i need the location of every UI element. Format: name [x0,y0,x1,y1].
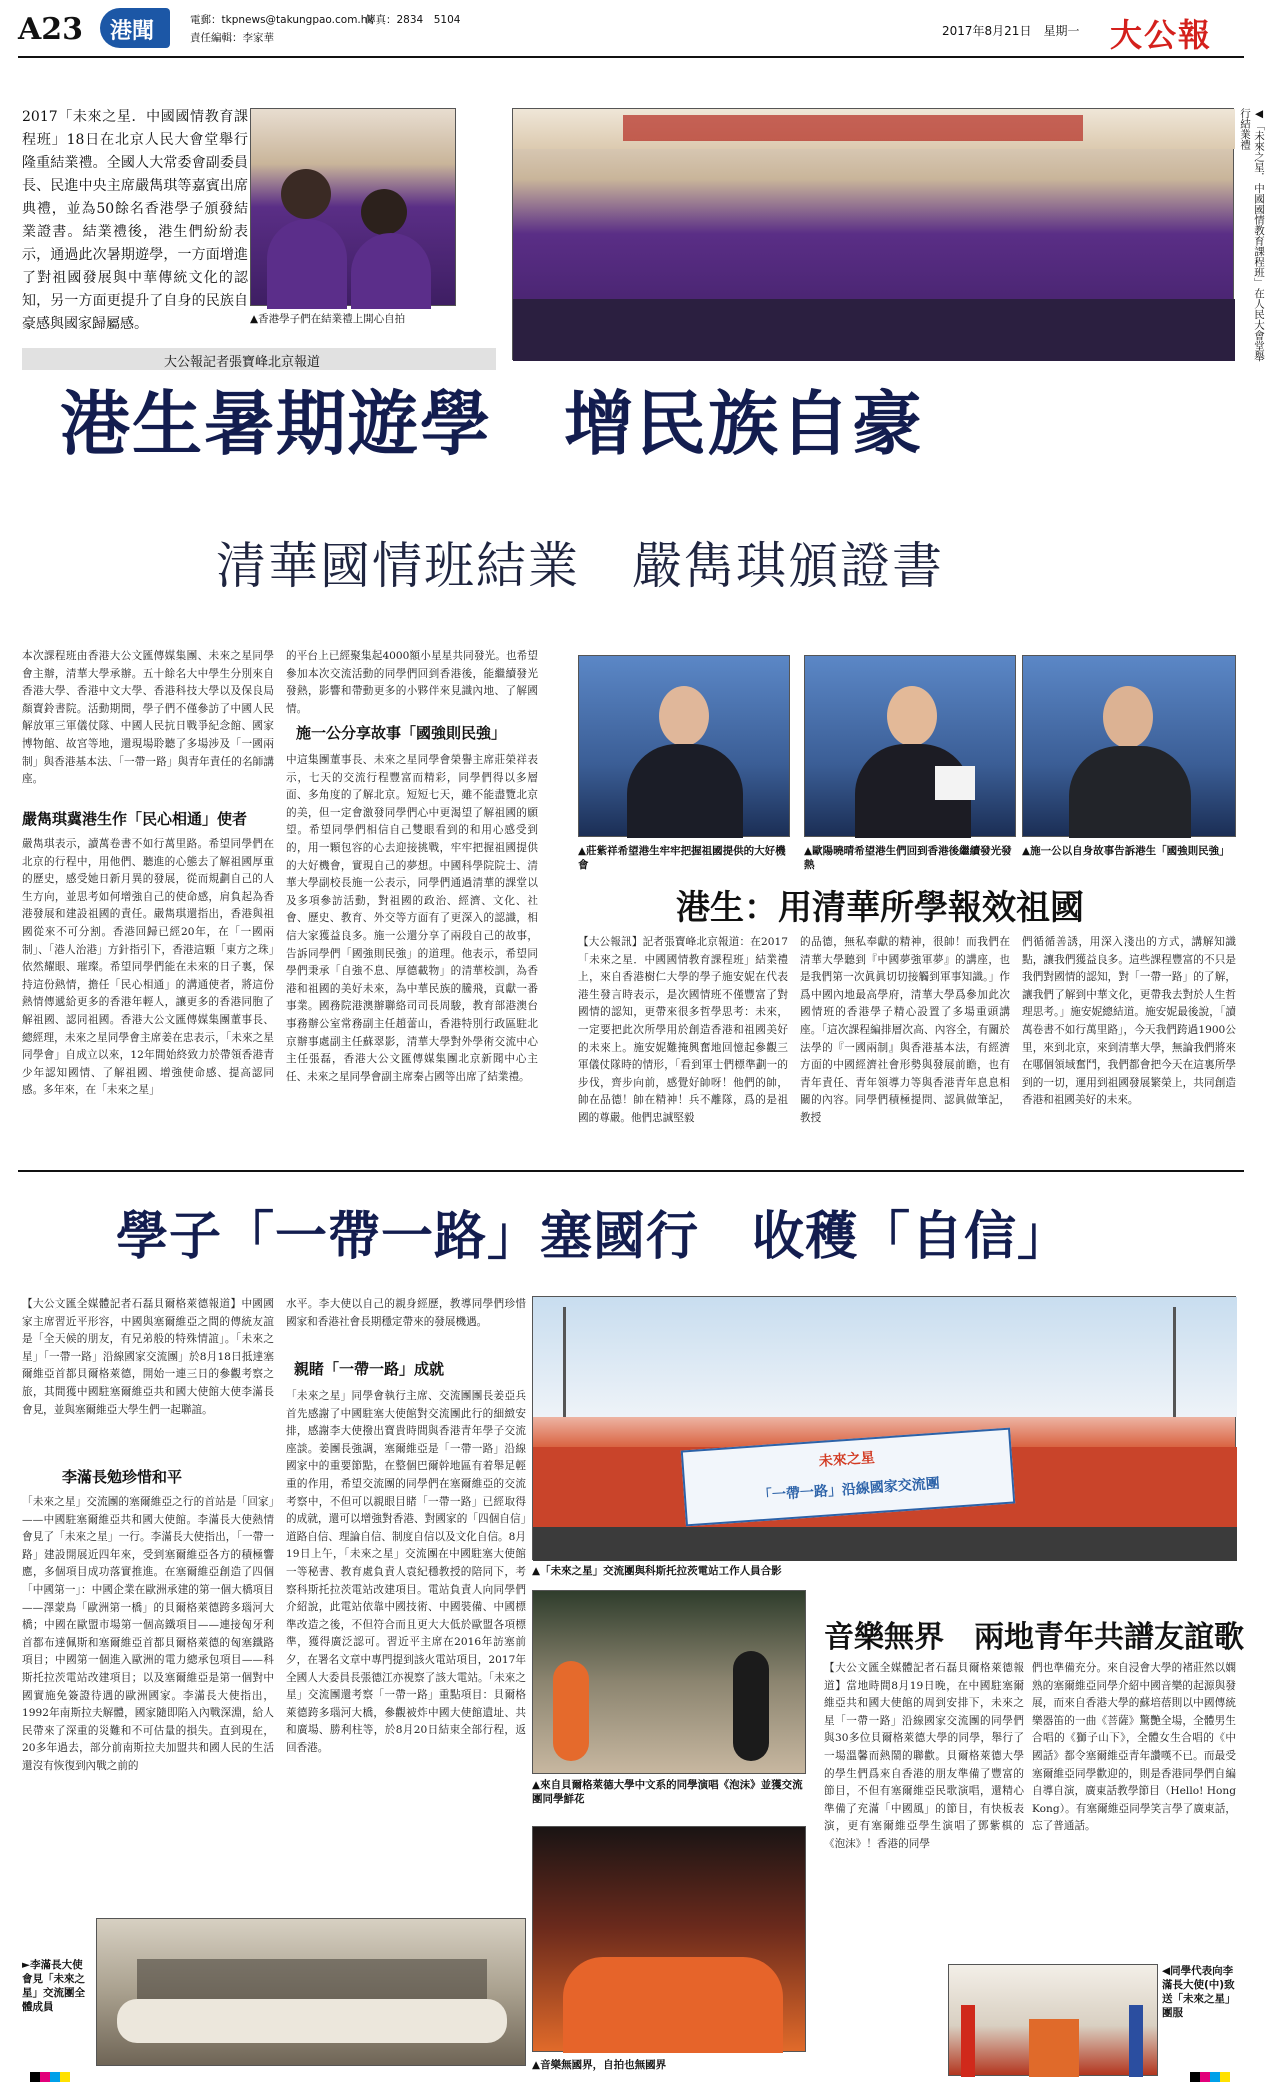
story1-headline: 港生暑期遊學 增民族自豪 [60,382,924,465]
story1-lead: 2017「未來之星．中國國情教育課程班」18日在北京人民大會堂舉行隆重結業禮。全國人大常委會副委員長、民進中央主席嚴雋琪等嘉賓出席典禮，並為50餘名香港學子頒發結業證書。結業禮後，港生們紛紛表示，通過此次暑期遊學，一方面增進了對祖國發展與中華傳統文化的認知，另一方面更提升了自身的民族自豪感與國家歸屬感。 [22,109,248,332]
print-mark [1210,2072,1220,2082]
section-label: 港聞 [110,19,155,44]
flag-gift-caption: ◀同學代表向李滿長大使(中)致送「未來之星」團服 [1162,1965,1236,2019]
music-col1: 【大公文匯全媒體記者石磊貝爾格萊德報道】當地時間8月19日晚，在中國駐塞爾維亞共和國大使館的周到安排下，未來之星「一帶一路」沿線國家交流團的同學們與30多位貝爾格萊德大學的同學，舉行了一場溫馨而熱鬧的聯歡。貝爾格萊德大學的學生們爲來自香港的朋友準備了豐富的節目，不但有塞爾維亞民歌演唱，還精心準備了充滿「中國風」的節目，有快板表演，更有塞爾維亞學生演唱了鄧紫棋的《泡沫》！香港的同學 [824,1662,1024,1850]
masthead-logo: 大公報 [1110,16,1213,54]
singing-photo [532,1590,806,1774]
story1-subhead-1: 嚴雋琪冀港生作「民心相通」使者 [22,810,248,828]
story2-subhead-2: 親睹「一帶一路」成就 [294,1360,445,1378]
speaker-photo-2 [804,655,1016,837]
music-selfie-photo [532,1826,806,2052]
banner-subtitle: 「一帶一路」沿線國家交流團 [757,1475,941,1505]
story2-col1-text: 「未來之星」交流團的塞爾維亞之行的首站是「回家」——中國駐塞爾維亞共和國大使館。李滿長大使熱情會見了「未來之星」一行。李滿長大使指出，「一帶一路」建設開展近四年來，受到塞爾維亞各方的積極響應，多個項目成功落實推進。在塞爾維亞創造了四個「中國第一」：中國企業在歐洲承建的第一個大橋項目——澤蒙鳥「歐洲第一橋」的貝爾格萊德跨多瑙河大橋；中國在歐盟市場第一個高鐵項目——連接匈牙利首都布達佩斯和塞爾維亞首都貝爾格萊德的匈塞鐵路項目；中國第一個進入歐洲的電力總承包項目——科斯托拉茨電站改建項目；以及塞爾維亞是第一個對中國實施免簽證待遇的歐洲國家。李滿長大使指出，1992年南斯拉夫解體，國家隨即陷入內戰深淵，給人民帶來了深重的災難和不可估量的損失。直到現在，20多年過去，部分前南斯拉夫加盟共和國人民的生活還沒有恢復到內戰之前的 [22,1496,274,1772]
side-story-col2: 的品德，無私奉獻的精神，很帥！而我們在清華大學聽到『中國夢強軍夢』的講座，也是我們第一次眞眞切切接觸到軍事知識。」作爲中國內地最高學府，清華大學爲參加此次國情班的香港學子精心設置了多場重頭講座。「這次課程編排層次高、內容全，有關於法學的『一國兩制』與香港基本法，有經濟方面的中國經濟社會形勢與發展前瞻，也有青年責任、青年領導力等與香港青年息息相關的內容。同學們積極提問、認眞做筆記，教授 [800,936,1010,1124]
print-mark [1220,2072,1230,2082]
selfie-photo [250,108,456,306]
story2-headline: 學子「一帶一路」塞國行 收穫「自信」 [116,1206,1071,1267]
print-mark [60,2072,70,2082]
power-station-caption: ▲「未來之星」交流團與科斯托拉茨電站工作人員合影 [532,1565,782,1577]
speaker-photo-3 [1022,655,1236,837]
side-story-col3: 們循循善誘，用深入淺出的方式，講解知識點，讓我們獲益良多。這些課程豐富的不只是我們對國情的認知，對「一帶一路」的了解，讓我們了解到中華文化，更帶我去對於人生哲理思考。」施安妮總結道。施安妮最後說，「讀萬卷書不如行萬里路」，今天我們跨過1900公里，來到北京，來到清華大學，無論我們將來在哪個領域奮鬥，我們都會把今天在這裏所學到的一切，運用到祖國發展繁榮上，共同創造香港和祖國美好的未來。 [1022,936,1236,1107]
header-rule [18,56,1244,58]
flag-gift-photo [948,1964,1158,2076]
issue-date: 2017年8月21日 星期一 [942,24,1080,38]
singing-caption: ▲來自貝爾格萊德大學中文系的同學演唱《泡沫》並獲交流團同學鮮花 [532,1779,803,1805]
side-story-col1: 【大公報訊】記者張寶峰北京報道：在2017「未來之星．中國國情教育課程班」結業禮上，來自香港樹仁大學的學子施安妮在代表港生發言時表示，是次國情班不僅豐富了對國情的認知，更帶來很多哲學思考：未來，一定要把此次所學用於創造香港和祖國美好的未來上。施安妮難掩興奮地回憶起參觀三軍儀仗隊時的情形，「看到軍士們標準劃一的步伐，齊步向前，感覺好帥呀！他們的帥，帥在品德！帥在精神！兵不離隊，爲的是祖國的尊嚴。他們忠誠堅毅 [578,936,788,1124]
print-mark [1200,2072,1210,2082]
speaker-caption-3: ▲施一公以自身故事告訴港生「國強則民強」 [1022,845,1230,857]
story2-col2-text: 「未來之星」同學會執行主席、交流團團長姜亞兵首先感謝了中國駐塞大使館對交流團此行的細緻安排，感謝李大使撥出寶貴時間與香港青年學子交流座談。姜團長強調，塞爾維亞是「一帶一路」沿線國家中的重要節點，在整個巴爾幹地區有着舉足輕重的作用，希望交流團的同學們在塞爾維亞的交流考察中，不但可以親眼目睹「一帶一路」已經取得的成就，還可以增強對香港、對國家的「四個自信」道路自信、理論自信、制度自信以及文化自信。8月19日上午，「未來之星」交流團在中國駐塞大使館一等秘書、教育處負責人袁紀穩教授的陪同下，考察科斯托拉茨電站改建項目。電站負責人向同學們介紹說，此電站依靠中國技術、中國裝備、中國標準改造之後，不但符合而且更大大低於歐盟各項標準，獲得廣泛認可。習近平主席在2016年訪塞前夕，在署名文章中專門提到該火電站項目，2017年全國人大委員長張德江亦視察了該大電站。「未來之星」交流團還考察「一帶一路」重點項目：貝爾格萊德跨多瑙河大橋，參觀被炸中國大使館遺址、共和廣場、勝利柱等，於8月20日結束全部行程，返回香港。 [286,1390,526,1754]
story2-subhead-1: 李滿長勉珍惜和平 [62,1468,183,1486]
story1-col1-intro: 本次課程班由香港大公文匯傳媒集團、未來之星同學會主辦，清華大學承辦。五十餘名大中學生分別來自香港大學、香港中文大學、香港科技大學以及保良局顏寶鈴書院。活動期間，學子們不僅參訪了中國人民解放軍三軍儀仗隊、中國人民抗日戰爭紀念館、國家博物館、故宮等地，還現場聆聽了多場涉及「一國兩制」與香港基本法、「一帶一路」與青年責任的名師講座。 [22,650,274,786]
print-mark [1190,2072,1200,2082]
section-divider [18,1170,1244,1172]
email-label: 電郵：tkpnews@takungpao.com.hk [190,14,374,26]
story2-col1-intro: 【大公文匯全媒體記者石磊貝爾格萊德報道】中國國家主席習近平形容，中國與塞爾維亞之間的傳統友誼是「全天候的朋友，有兄弟般的特殊情誼」。「未來之星」「一帶一路」沿線國家交流團」於8月18日抵達塞爾維亞首都貝爾格萊德，開始一連三日的參觀考察之旅，其間獲中國駐塞爾維亞共和國大使館大使李滿長會見，並與塞爾維亞大學生們一起聯誼。 [22,1298,274,1416]
story1-col2-intro: 的平台上已經聚集起4000額小星星共同發光。也希望參加本次交流活動的同學們回到香港後，能繼續發光發熱，影響和帶動更多的小夥伴來見識內地、了解國情。 [286,650,538,715]
ambassador-meeting-photo [96,1918,526,2066]
selfie-caption: ▲香港學子們在結業禮上開心自拍 [250,313,406,325]
story1-subhead-2: 施一公分享故事「國強則民強」 [296,724,507,742]
music-headline: 音樂無界 兩地青年共譜友誼歌 [824,1620,1244,1655]
print-mark [40,2072,50,2082]
story1-col1-text: 嚴雋琪表示，讀萬卷書不如行萬里路。希望同學們在北京的行程中，用他們、聽進的心態去了解祖國厚重的歷史，感受她日新月異的發展，從而規劃自己的人生方向，並思考如何增強自己的使命感，肩負起為香港發展和建設祖國的責任。嚴雋琪還指出，香港與祖國從來不可分割。香港回歸已經20年，在「一國兩制」、「港人治港」方針指引下，香港這顆「東方之珠」依然耀眼、璀璨。希望同學們能在未來的日子裏，保持這份熱情，擔任「民心相通」的溝通使者，將這份熱情傳遞給更多的香港年輕人，讓更多的香港同胞了解祖國、認同祖國。香港大公文匯傳媒集團董事長、總經理，未來之星同學會主席姜在忠表示，「未來之星同學會」自成立以來，12年間始終致力於帶領香港青少年認知國情、了解祖國、增強使命感、提高認同感。多年來，在「未來之星」 [22,838,274,1097]
music-col2: 們也準備充分。來自浸會大學的褚莊然以嫻熟的塞爾維亞同學介紹中國音樂的起源與發展，而來自香港大學的蘇培蓓則以中國傳統樂器笛的一曲《菩薩》驚艷全場，全體男生合唱的《獅子山下》，全體女生合唱的《中國話》都令塞爾維亞青年讚嘆不已。而最受塞爾維亞同學歡迎的，則是香港同學們自編自導自演，廣東話教學節目（Hello! Hong Kong）。有塞爾維亞同學笑言學了廣東話，忘了普通話。 [1032,1662,1236,1833]
speaker-caption-2: ▲歐陽曉晴希望港生們回到香港後繼續發光發熱 [804,845,1012,871]
print-mark [30,2072,40,2082]
editor-label: 責任編輯：李家華 [190,32,274,44]
power-station-group-photo [532,1296,1236,1560]
fax-label: 傳真：2834 5104 [365,14,461,26]
print-mark [50,2072,60,2082]
music-selfie-caption: ▲音樂無國界，自拍也無國界 [532,2059,667,2071]
story1-byline: 大公報記者張寶峰北京報道 [164,355,321,370]
page-number: A23 [18,12,84,47]
side-story-headline: 港生：用清華所學報效祖國 [676,888,1084,928]
speaker-caption-1: ▲莊紫祥希望港生牢牢把握祖國提供的大好機會 [578,845,786,871]
speaker-photo-1 [578,655,790,837]
page-header [0,0,1262,56]
story2-col2-intro: 水平。李大使以自己的親身經歷，教導同學們珍惜國家和香港社會長期穩定帶來的發展機遇。 [286,1298,526,1328]
story1-subhead: 清華國情班結業 嚴雋琪頒證書 [216,537,944,595]
banner-title: 未來之星 [818,1450,876,1470]
group-photo [512,108,1234,360]
group-photo-caption: ◀「未來之星．中國國情教育課程班」在人民大會堂舉行結業禮 [1239,108,1265,362]
ambassador-meeting-caption: ►李滿長大使會見「未來之星」交流團全體成員 [22,1959,85,2013]
story1-col2-text: 中這集團董事長、未來之星同學會榮譽主席莊榮祥表示，七天的交流行程豐富而精彩，同學們得以多層面、多角度的了解北京。短短七天，雖不能盡覽北京的美，但一定會激發同學們心中更渴望了解祖國的願望。希望同學們相信自己雙眼看到的和用心感受到的，用一顆包容的心去迎接挑戰，牢牢把握祖國提供的大好機會，實現自己的夢想。中國科學院院士、清華大學副校長施一公表示，同學們通過清華的課堂以及多項參訪活動，對祖國的政治、經濟、文化、社會、歷史、教育、外交等方面有了更深入的認識，相信大家獲益良多。施一公還分享了兩段自己的故事，告訴同學們「國強則民強」的道理。他表示，希望同學們秉承「自強不息、厚德載物」的清華校訓，為香港和祖國的美好未來，為中華民族的騰飛，貢獻一番事業。國務院港澳辦聯絡司司長周駿，教育部港澳台事務辦公室常務副主任趙蕾山，香港特別行政區駐北京辦事處副主任蘇翠影，清華大學對外學術交流中心主任張磊，香港大公文匯傳媒集團北京新聞中心主任、未來之星同學會副主席秦占國等出席了結業禮。 [286,754,538,1083]
